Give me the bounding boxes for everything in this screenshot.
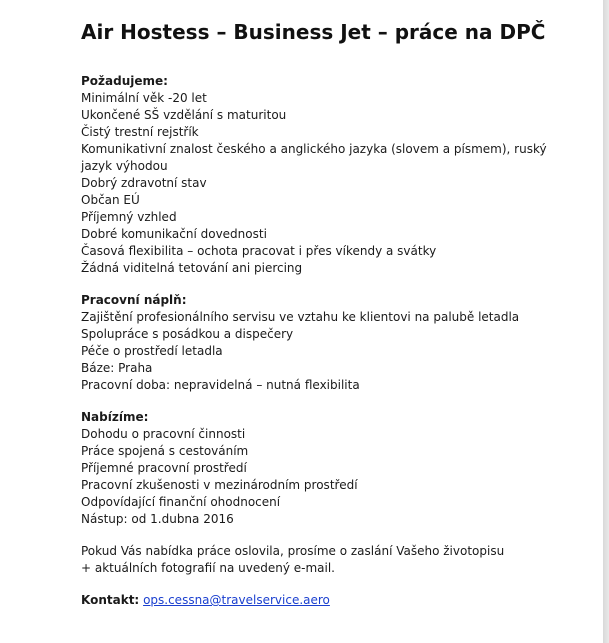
duty-item: Pracovní doba: nepravidelná – nutná flexibilita (81, 378, 360, 392)
duty-item: Spolupráce s posádkou a dispečery (81, 327, 294, 341)
duties-list (81, 309, 581, 394)
closing-paragraph: Pokud Vás nabídka práce oslovila, prosíme o zaslání Vašeho životopisu + aktuálních fotografií na uvedený e-mail. (81, 544, 505, 575)
requirements-list (81, 90, 581, 277)
offer-item: Pracovní zkušenosti v mezinárodním prostředí (81, 478, 358, 492)
requirement-item: Minimální věk -20 let (81, 91, 207, 105)
requirements-heading: Požadujeme: (81, 74, 168, 88)
duty-item: Péče o prostředí letadla (81, 344, 223, 358)
offer-item: Nástup: od 1.dubna 2016 (81, 512, 234, 526)
requirement-item: Časová flexibilita – ochota pracovat i přes víkendy a svátky (81, 244, 437, 258)
requirement-item: Žádná viditelná tetování ani piercing (81, 261, 303, 275)
page-edge-shadow (603, 0, 609, 643)
contact-line (81, 592, 581, 609)
offer-item: Příjemné pracovní prostředí (81, 461, 247, 475)
document-content (81, 18, 581, 609)
requirement-item: Ukončené SŠ vzdělání s maturitou (81, 108, 287, 122)
document-title: Air Hostess – Business Jet – práce na DPČ (81, 20, 546, 44)
offer-item: Dohodu o pracovní činnosti (81, 427, 246, 441)
duties-heading: Pracovní náplň: (81, 293, 187, 307)
offer-section (81, 409, 581, 528)
offer-item: Práce spojená s cestováním (81, 444, 249, 458)
contact-label: Kontakt: (81, 593, 140, 607)
requirement-item: Dobrý zdravotní stav (81, 176, 207, 190)
offer-list (81, 426, 581, 528)
duties-section (81, 292, 581, 394)
offer-item: Odpovídající finanční ohodnocení (81, 495, 281, 509)
requirement-item: Komunikativní znalost českého a anglického jazyka (slovem a písmem), ruský jazyk výhodou (81, 142, 547, 173)
requirement-item: Čistý trestní rejstřík (81, 125, 199, 139)
requirement-item: Občan EÚ (81, 193, 140, 207)
duty-item: Báze: Praha (81, 361, 153, 375)
requirement-item: Dobré komunikační dovednosti (81, 227, 267, 241)
duty-item: Zajištění profesionálního servisu ve vztahu ke klientovi na palubě letadla (81, 310, 520, 324)
requirements-section (81, 73, 581, 277)
contact-email-link[interactable]: ops.cessna@travelservice.aero (143, 593, 330, 607)
offer-heading: Nabízíme: (81, 410, 149, 424)
requirement-item: Příjemný vzhled (81, 210, 177, 224)
